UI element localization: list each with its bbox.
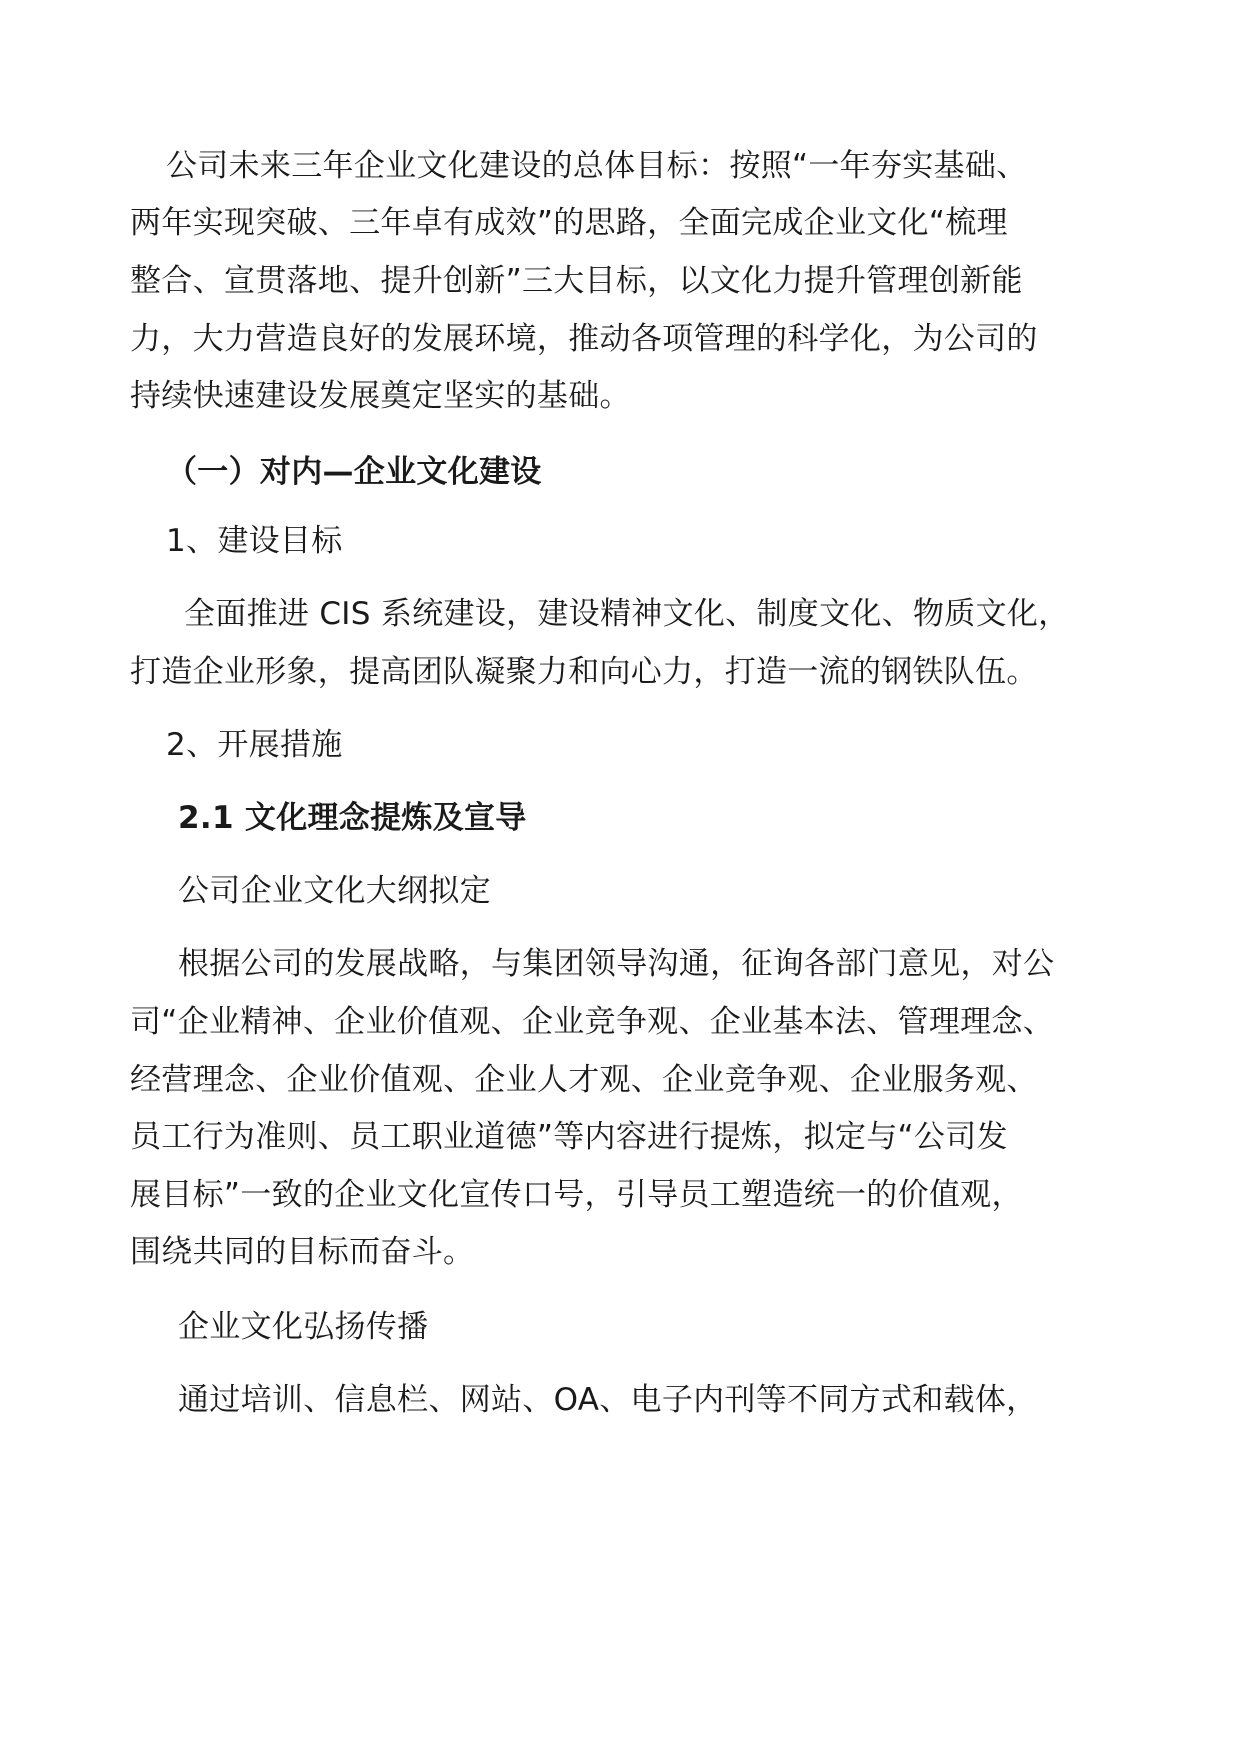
sub-item1-line-4: 员工行为准则、员工职业道德”等内容进行提炼，拟定与“公司发 — [130, 1119, 1008, 1155]
sub-item2-title: 企业文化弘扬传播 — [178, 1309, 429, 1345]
intro-line-2: 两年实现突破、三年卓有成效”的思路，全面完成企业文化“梳理 — [130, 205, 1008, 241]
intro-line-1: 公司未来三年企业文化建设的总体目标：按照“一年夯实基础、 — [166, 148, 1028, 184]
item1-line-2: 打造企业形象，提高团队凝聚力和向心力，打造一流的钢铁队伍。 — [130, 654, 1038, 690]
intro-line-3: 整合、宣贯落地、提升创新”三大目标，以文化力提升管理创新能 — [130, 263, 1023, 299]
subsection-heading: 2.1 文化理念提炼及宣导 — [178, 800, 527, 836]
sub-item1-title: 公司企业文化大纲拟定 — [178, 873, 491, 909]
sub-item1-line-6: 围绕共同的目标而奋斗。 — [130, 1234, 475, 1270]
section-heading: （一）对内—企业文化建设 — [166, 454, 542, 490]
sub-item1-line-2: 司“企业精神、企业价值观、企业竞争观、企业基本法、管理理念、 — [130, 1004, 1055, 1040]
intro-line-5: 持续快速建设发展奠定坚实的基础。 — [130, 378, 631, 414]
item2-title: 2、开展措施 — [166, 727, 343, 763]
item1-title: 1、建设目标 — [166, 523, 343, 559]
item1-line-1: 全面推进 CIS 系统建设，建设精神文化、制度文化、物质文化， — [184, 596, 1070, 632]
sub-item1-line-5: 展目标”一致的企业文化宣传口号，引导员工塑造统一的价值观， — [130, 1177, 1023, 1213]
sub-item1-line-1: 根据公司的发展战略，与集团领导沟通，征询各部门意见，对公 — [178, 946, 1055, 982]
sub-item1-line-3: 经营理念、企业价值观、企业人才观、企业竞争观、企业服务观、 — [130, 1062, 1038, 1098]
intro-line-4: 力，大力营造良好的发展环境，推动各项管理的科学化，为公司的 — [130, 321, 1038, 357]
sub-item2-line-1: 通过培训、信息栏、网站、OA、电子内刊等不同方式和载体， — [178, 1382, 1038, 1418]
